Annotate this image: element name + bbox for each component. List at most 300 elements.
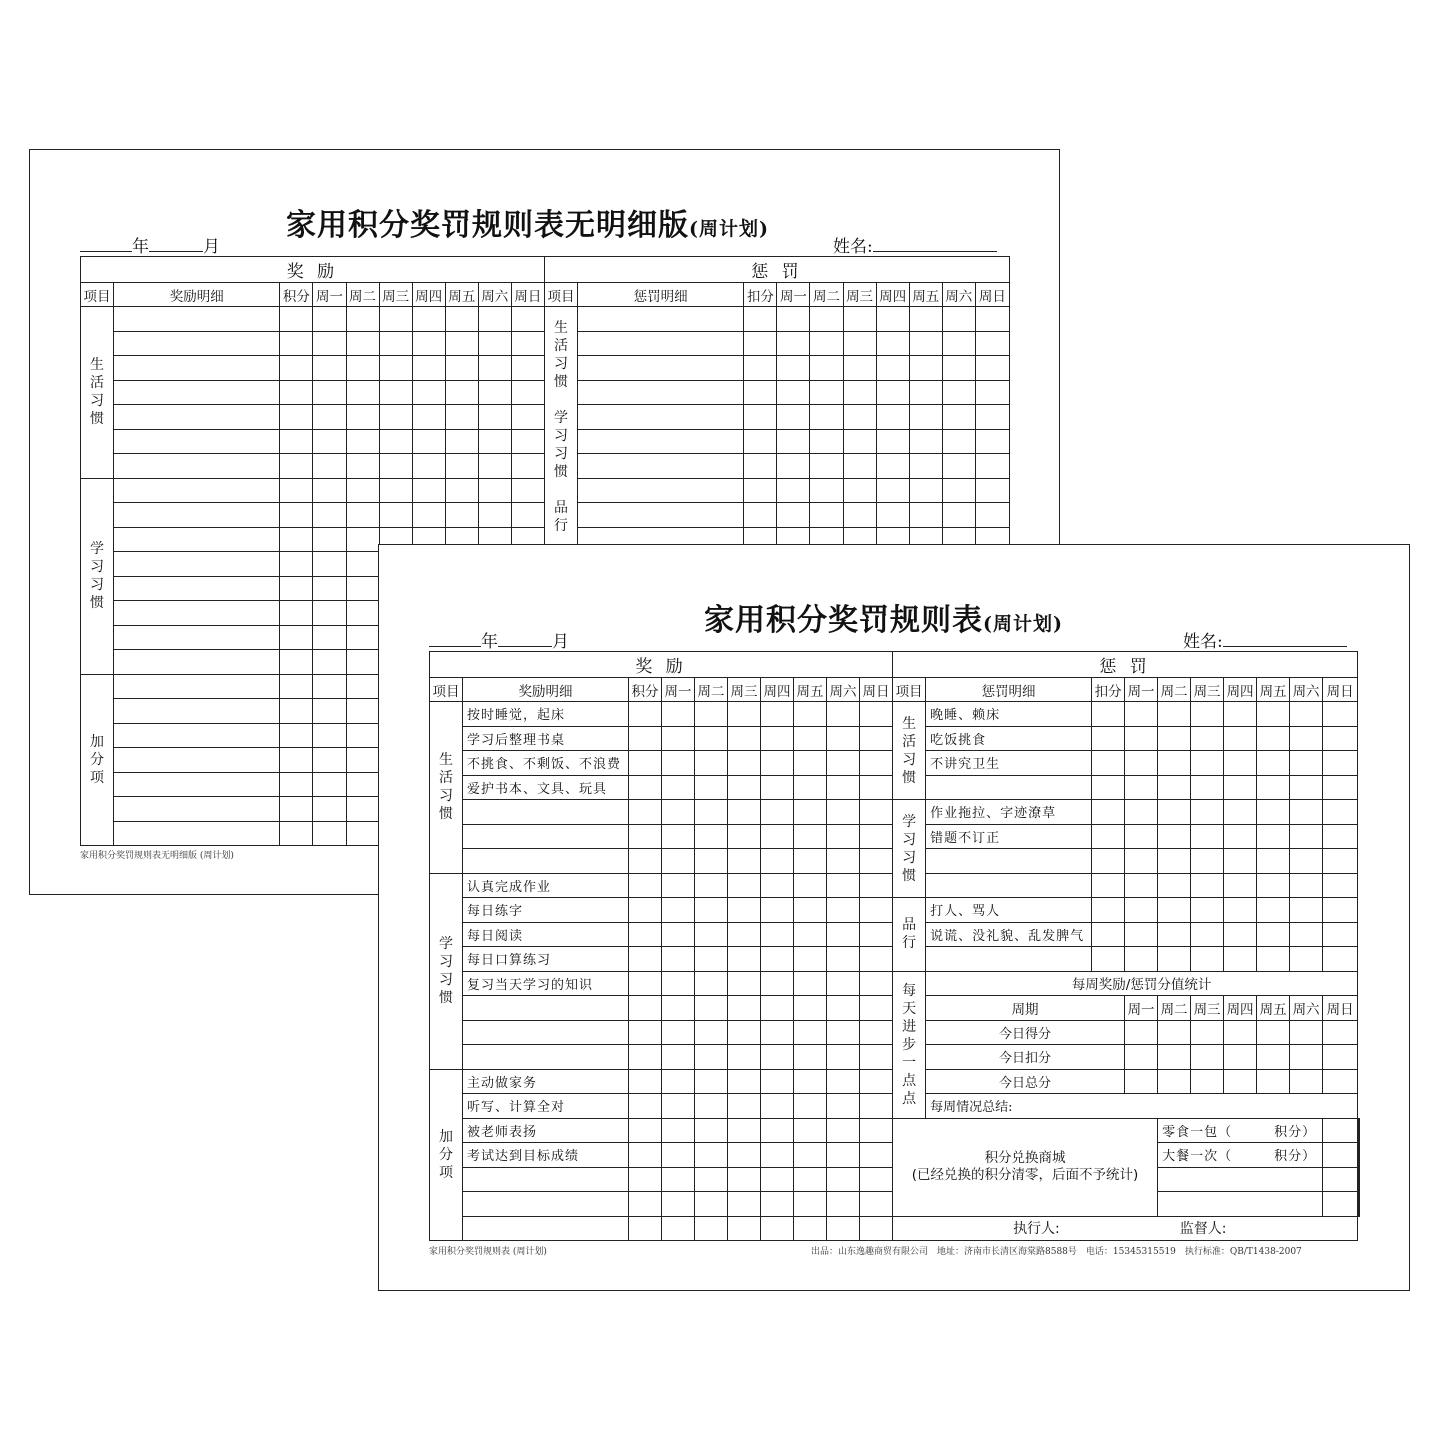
score-cell[interactable] [662,1167,695,1192]
stats-cell[interactable] [1224,1020,1257,1045]
reward-item[interactable] [463,1192,629,1217]
score-cell[interactable] [728,702,761,727]
score-cell[interactable] [810,307,843,332]
score-cell[interactable] [827,971,860,996]
score-cell[interactable] [662,898,695,923]
score-cell[interactable] [827,726,860,751]
score-cell[interactable] [695,873,728,898]
score-cell[interactable] [346,772,379,797]
shop-cell[interactable] [1359,1143,1360,1168]
name-blank[interactable] [1223,631,1347,647]
penalty-item[interactable] [926,849,1092,874]
stats-cell[interactable] [1158,1069,1191,1094]
score-cell[interactable] [280,380,313,405]
score-cell[interactable] [843,454,876,479]
score-cell[interactable] [1224,775,1257,800]
reward-item[interactable] [463,1216,629,1241]
score-cell[interactable] [695,996,728,1021]
score-cell[interactable] [1191,726,1224,751]
score-cell[interactable] [744,503,777,528]
score-cell[interactable] [909,429,942,454]
score-cell[interactable] [794,824,827,849]
reward-detail-cell[interactable] [114,380,280,405]
score-cell[interactable] [1257,824,1290,849]
score-cell[interactable] [794,800,827,825]
score-cell[interactable] [629,849,662,874]
score-cell[interactable] [827,800,860,825]
reward-item[interactable] [463,1167,629,1192]
score-cell[interactable] [860,726,893,751]
score-cell[interactable] [728,1216,761,1241]
score-cell[interactable] [761,1192,794,1217]
score-cell[interactable] [794,873,827,898]
score-cell[interactable] [876,380,909,405]
penalty-item[interactable]: 作业拖拉、字迹潦草 [926,800,1092,825]
score-cell[interactable] [860,996,893,1021]
score-cell[interactable] [662,1143,695,1168]
score-cell[interactable] [1158,751,1191,776]
score-cell[interactable] [629,1069,662,1094]
score-cell[interactable] [629,800,662,825]
score-cell[interactable] [662,726,695,751]
score-cell[interactable] [1158,800,1191,825]
score-cell[interactable] [695,1143,728,1168]
score-cell[interactable] [794,1192,827,1217]
penalty-item[interactable]: 错题不订正 [926,824,1092,849]
score-cell[interactable] [346,674,379,699]
score-cell[interactable] [280,601,313,626]
score-cell[interactable] [777,454,810,479]
reward-detail-cell[interactable] [114,821,280,846]
shop-cell[interactable] [1323,1118,1358,1143]
score-cell[interactable] [280,723,313,748]
score-cell[interactable] [629,775,662,800]
score-cell[interactable] [1323,898,1358,923]
score-cell[interactable] [478,454,511,479]
score-cell[interactable] [478,405,511,430]
reward-item[interactable]: 听写、计算全对 [463,1094,629,1119]
penalty-detail-cell[interactable] [578,307,744,332]
score-cell[interactable] [794,751,827,776]
score-cell[interactable] [629,1094,662,1119]
score-cell[interactable] [695,1118,728,1143]
score-cell[interactable] [1257,702,1290,727]
score-cell[interactable] [1224,922,1257,947]
executor-label[interactable]: 执行人: [1013,1221,1060,1238]
score-cell[interactable] [860,1216,893,1241]
score-cell[interactable] [412,429,445,454]
score-cell[interactable] [346,601,379,626]
score-cell[interactable] [1158,922,1191,947]
score-cell[interactable] [761,971,794,996]
reward-detail-cell[interactable] [114,772,280,797]
score-cell[interactable] [761,726,794,751]
score-cell[interactable] [313,405,346,430]
score-cell[interactable] [1092,800,1125,825]
score-cell[interactable] [827,1069,860,1094]
score-cell[interactable] [761,1069,794,1094]
score-cell[interactable] [728,898,761,923]
reward-item[interactable] [463,800,629,825]
score-cell[interactable] [1290,726,1323,751]
score-cell[interactable] [761,1118,794,1143]
score-cell[interactable] [876,503,909,528]
shop-cell[interactable] [1323,1167,1358,1192]
score-cell[interactable] [1092,751,1125,776]
score-cell[interactable] [1125,702,1158,727]
score-cell[interactable] [843,503,876,528]
score-cell[interactable] [728,751,761,776]
score-cell[interactable] [1158,702,1191,727]
score-cell[interactable] [794,1118,827,1143]
score-cell[interactable] [728,922,761,947]
score-cell[interactable] [629,922,662,947]
score-cell[interactable] [728,775,761,800]
score-cell[interactable] [909,405,942,430]
score-cell[interactable] [761,996,794,1021]
score-cell[interactable] [975,356,1009,381]
score-cell[interactable] [445,478,478,503]
score-cell[interactable] [313,454,346,479]
score-cell[interactable] [975,307,1009,332]
score-cell[interactable] [1191,702,1224,727]
score-cell[interactable] [1224,751,1257,776]
score-cell[interactable] [313,748,346,773]
score-cell[interactable] [827,873,860,898]
score-cell[interactable] [860,1069,893,1094]
score-cell[interactable] [1290,922,1323,947]
score-cell[interactable] [1257,922,1290,947]
score-cell[interactable] [1257,898,1290,923]
reward-detail-cell[interactable] [114,356,280,381]
score-cell[interactable] [827,947,860,972]
score-cell[interactable] [662,1216,695,1241]
score-cell[interactable] [1125,726,1158,751]
score-cell[interactable] [827,1143,860,1168]
score-cell[interactable] [629,751,662,776]
penalty-detail-cell[interactable] [578,454,744,479]
reward-item[interactable]: 每日阅读 [463,922,629,947]
score-cell[interactable] [662,996,695,1021]
score-cell[interactable] [280,331,313,356]
reward-item[interactable]: 被老师表扬 [463,1118,629,1143]
score-cell[interactable] [942,356,975,381]
score-cell[interactable] [1257,947,1290,972]
score-cell[interactable] [1224,898,1257,923]
stats-cell[interactable] [1158,1045,1191,1070]
penalty-detail-cell[interactable] [578,331,744,356]
score-cell[interactable] [662,971,695,996]
stats-cell[interactable] [1290,1045,1323,1070]
shop-cell[interactable] [1323,1143,1358,1168]
score-cell[interactable] [629,947,662,972]
score-cell[interactable] [843,478,876,503]
score-cell[interactable] [942,429,975,454]
score-cell[interactable] [629,824,662,849]
score-cell[interactable] [909,478,942,503]
reward-item[interactable] [463,996,629,1021]
score-cell[interactable] [1125,751,1158,776]
year-blank[interactable] [429,631,481,647]
score-cell[interactable] [1224,873,1257,898]
score-cell[interactable] [1290,947,1323,972]
score-cell[interactable] [1092,873,1125,898]
score-cell[interactable] [662,1192,695,1217]
score-cell[interactable] [313,478,346,503]
score-cell[interactable] [1257,775,1290,800]
year-blank[interactable] [80,236,132,252]
score-cell[interactable] [794,971,827,996]
score-cell[interactable] [511,331,544,356]
score-cell[interactable] [744,405,777,430]
score-cell[interactable] [280,748,313,773]
score-cell[interactable] [761,849,794,874]
score-cell[interactable] [1224,947,1257,972]
score-cell[interactable] [346,650,379,675]
score-cell[interactable] [843,380,876,405]
score-cell[interactable] [379,307,412,332]
reward-item[interactable]: 按时睡觉，起床 [463,702,629,727]
score-cell[interactable] [761,1216,794,1241]
score-cell[interactable] [1092,702,1125,727]
score-cell[interactable] [860,947,893,972]
score-cell[interactable] [860,800,893,825]
score-cell[interactable] [794,898,827,923]
score-cell[interactable] [445,454,478,479]
score-cell[interactable] [695,898,728,923]
score-cell[interactable] [777,478,810,503]
score-cell[interactable] [728,1020,761,1045]
score-cell[interactable] [728,800,761,825]
score-cell[interactable] [761,800,794,825]
score-cell[interactable] [909,380,942,405]
score-cell[interactable] [662,1069,695,1094]
score-cell[interactable] [511,454,544,479]
stats-cell[interactable] [1191,1020,1224,1045]
reward-detail-cell[interactable] [114,405,280,430]
score-cell[interactable] [629,1118,662,1143]
score-cell[interactable] [313,503,346,528]
supervisor-label[interactable]: 监督人: [1179,1221,1227,1238]
stats-cell[interactable] [1257,1069,1290,1094]
reward-detail-cell[interactable] [114,503,280,528]
score-cell[interactable] [827,1216,860,1241]
reward-detail-cell[interactable] [114,674,280,699]
penalty-item[interactable]: 晚睡、赖床 [926,702,1092,727]
score-cell[interactable] [860,1192,893,1217]
stats-cell[interactable] [1158,1020,1191,1045]
score-cell[interactable] [445,503,478,528]
score-cell[interactable] [695,1167,728,1192]
reward-item[interactable]: 考试达到目标成绩 [463,1143,629,1168]
reward-item[interactable] [463,824,629,849]
score-cell[interactable] [412,380,445,405]
score-cell[interactable] [662,1118,695,1143]
score-cell[interactable] [744,356,777,381]
score-cell[interactable] [346,797,379,822]
score-cell[interactable] [346,429,379,454]
score-cell[interactable] [1323,775,1358,800]
stats-cell[interactable] [1125,1045,1158,1070]
score-cell[interactable] [827,1094,860,1119]
score-cell[interactable] [346,748,379,773]
score-cell[interactable] [1191,873,1224,898]
score-cell[interactable] [761,1094,794,1119]
score-cell[interactable] [909,331,942,356]
score-cell[interactable] [662,922,695,947]
score-cell[interactable] [794,849,827,874]
score-cell[interactable] [1290,824,1323,849]
score-cell[interactable] [280,527,313,552]
score-cell[interactable] [412,478,445,503]
score-cell[interactable] [346,307,379,332]
score-cell[interactable] [761,1045,794,1070]
score-cell[interactable] [280,650,313,675]
reward-item[interactable]: 主动做家务 [463,1069,629,1094]
score-cell[interactable] [1290,702,1323,727]
reward-detail-cell[interactable] [114,429,280,454]
score-cell[interactable] [346,331,379,356]
score-cell[interactable] [280,429,313,454]
stats-cell[interactable] [1257,1020,1290,1045]
score-cell[interactable] [860,702,893,727]
penalty-item[interactable] [926,873,1092,898]
score-cell[interactable] [761,775,794,800]
reward-item[interactable]: 复习当天学习的知识 [463,971,629,996]
score-cell[interactable] [629,996,662,1021]
score-cell[interactable] [662,849,695,874]
score-cell[interactable] [1224,702,1257,727]
reward-detail-cell[interactable] [114,307,280,332]
score-cell[interactable] [1290,751,1323,776]
score-cell[interactable] [511,307,544,332]
score-cell[interactable] [827,1118,860,1143]
score-cell[interactable] [280,797,313,822]
reward-detail-cell[interactable] [114,478,280,503]
score-cell[interactable] [942,331,975,356]
score-cell[interactable] [695,824,728,849]
score-cell[interactable] [777,380,810,405]
score-cell[interactable] [1224,824,1257,849]
score-cell[interactable] [1092,824,1125,849]
score-cell[interactable] [478,429,511,454]
score-cell[interactable] [346,625,379,650]
score-cell[interactable] [744,478,777,503]
score-cell[interactable] [794,947,827,972]
score-cell[interactable] [695,751,728,776]
score-cell[interactable] [1158,849,1191,874]
score-cell[interactable] [860,1020,893,1045]
score-cell[interactable] [1257,726,1290,751]
score-cell[interactable] [942,454,975,479]
stats-cell[interactable] [1191,1069,1224,1094]
score-cell[interactable] [860,922,893,947]
score-cell[interactable] [662,873,695,898]
score-cell[interactable] [827,775,860,800]
stats-cell[interactable] [1191,1045,1224,1070]
score-cell[interactable] [860,824,893,849]
score-cell[interactable] [313,625,346,650]
stats-cell[interactable] [1323,1020,1358,1045]
score-cell[interactable] [695,1192,728,1217]
score-cell[interactable] [761,922,794,947]
score-cell[interactable] [662,1020,695,1045]
score-cell[interactable] [744,380,777,405]
score-cell[interactable] [1191,922,1224,947]
score-cell[interactable] [860,1045,893,1070]
score-cell[interactable] [346,478,379,503]
score-cell[interactable] [280,307,313,332]
penalty-detail-cell[interactable] [578,356,744,381]
score-cell[interactable] [629,873,662,898]
score-cell[interactable] [1092,726,1125,751]
score-cell[interactable] [777,429,810,454]
penalty-item[interactable] [926,947,1092,972]
score-cell[interactable] [629,702,662,727]
reward-detail-cell[interactable] [114,331,280,356]
score-cell[interactable] [860,898,893,923]
score-cell[interactable] [412,356,445,381]
reward-detail-cell[interactable] [114,699,280,724]
score-cell[interactable] [346,723,379,748]
score-cell[interactable] [1191,947,1224,972]
score-cell[interactable] [511,429,544,454]
score-cell[interactable] [1125,824,1158,849]
month-blank[interactable] [498,631,552,647]
month-blank[interactable] [149,236,203,252]
score-cell[interactable] [695,947,728,972]
score-cell[interactable] [1191,898,1224,923]
score-cell[interactable] [761,1167,794,1192]
score-cell[interactable] [827,702,860,727]
score-cell[interactable] [860,1094,893,1119]
score-cell[interactable] [1257,751,1290,776]
score-cell[interactable] [695,775,728,800]
reward-item[interactable] [463,1045,629,1070]
score-cell[interactable] [280,405,313,430]
stats-cell[interactable] [1323,1069,1358,1094]
score-cell[interactable] [629,1045,662,1070]
score-cell[interactable] [662,751,695,776]
reward-item[interactable]: 认真完成作业 [463,873,629,898]
reward-item[interactable]: 每日口算练习 [463,947,629,972]
score-cell[interactable] [1224,849,1257,874]
score-cell[interactable] [1092,922,1125,947]
score-cell[interactable] [794,775,827,800]
score-cell[interactable] [346,552,379,577]
score-cell[interactable] [445,356,478,381]
penalty-item[interactable]: 打人、骂人 [926,898,1092,923]
score-cell[interactable] [1290,873,1323,898]
score-cell[interactable] [511,405,544,430]
score-cell[interactable] [1323,849,1358,874]
score-cell[interactable] [695,849,728,874]
score-cell[interactable] [1191,824,1224,849]
score-cell[interactable] [280,699,313,724]
score-cell[interactable] [876,478,909,503]
reward-item[interactable]: 不挑食、不剩饭、不浪费 [463,751,629,776]
stats-cell[interactable] [1224,1045,1257,1070]
score-cell[interactable] [511,478,544,503]
score-cell[interactable] [280,821,313,846]
score-cell[interactable] [761,1020,794,1045]
score-cell[interactable] [629,1143,662,1168]
score-cell[interactable] [827,1045,860,1070]
score-cell[interactable] [794,702,827,727]
score-cell[interactable] [794,1094,827,1119]
score-cell[interactable] [860,971,893,996]
score-cell[interactable] [744,307,777,332]
